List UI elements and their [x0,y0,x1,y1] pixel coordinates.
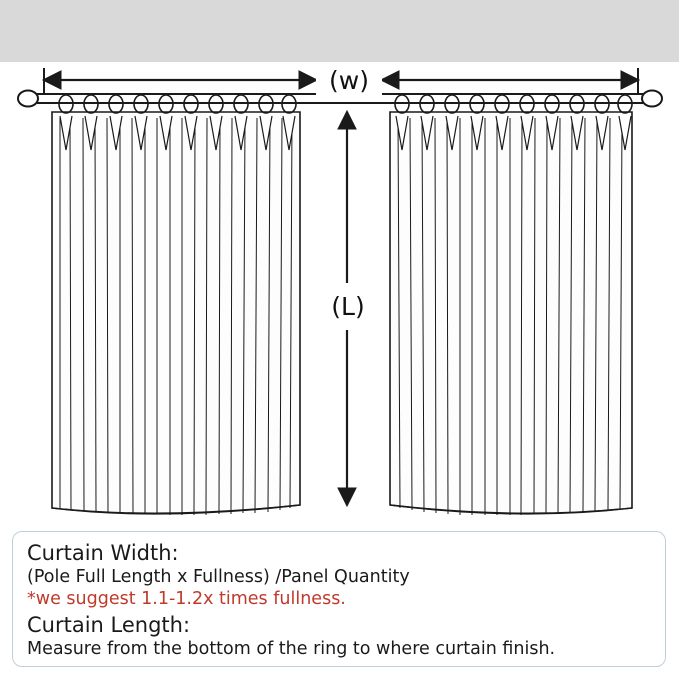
curtain-length-instruction: Measure from the bottom of the ring to where curtain finish. [27,638,556,659]
title-background [0,0,679,62]
fullness-suggestion-note: *we suggest 1.1-1.2x times fullness. [27,589,346,610]
width-label: (w) [316,62,382,98]
length-label: (L) [320,283,376,330]
curtain-length-heading: Curtain Length: [27,613,191,638]
left-curtain-panel [52,95,300,515]
measurement-info-panel [12,531,666,667]
right-curtain-panel [390,95,632,515]
curtain-width-heading: Curtain Width: [27,541,179,565]
curtain-width-formula: (Pole Full Length x Fullness) /Panel Quantity [27,566,410,587]
